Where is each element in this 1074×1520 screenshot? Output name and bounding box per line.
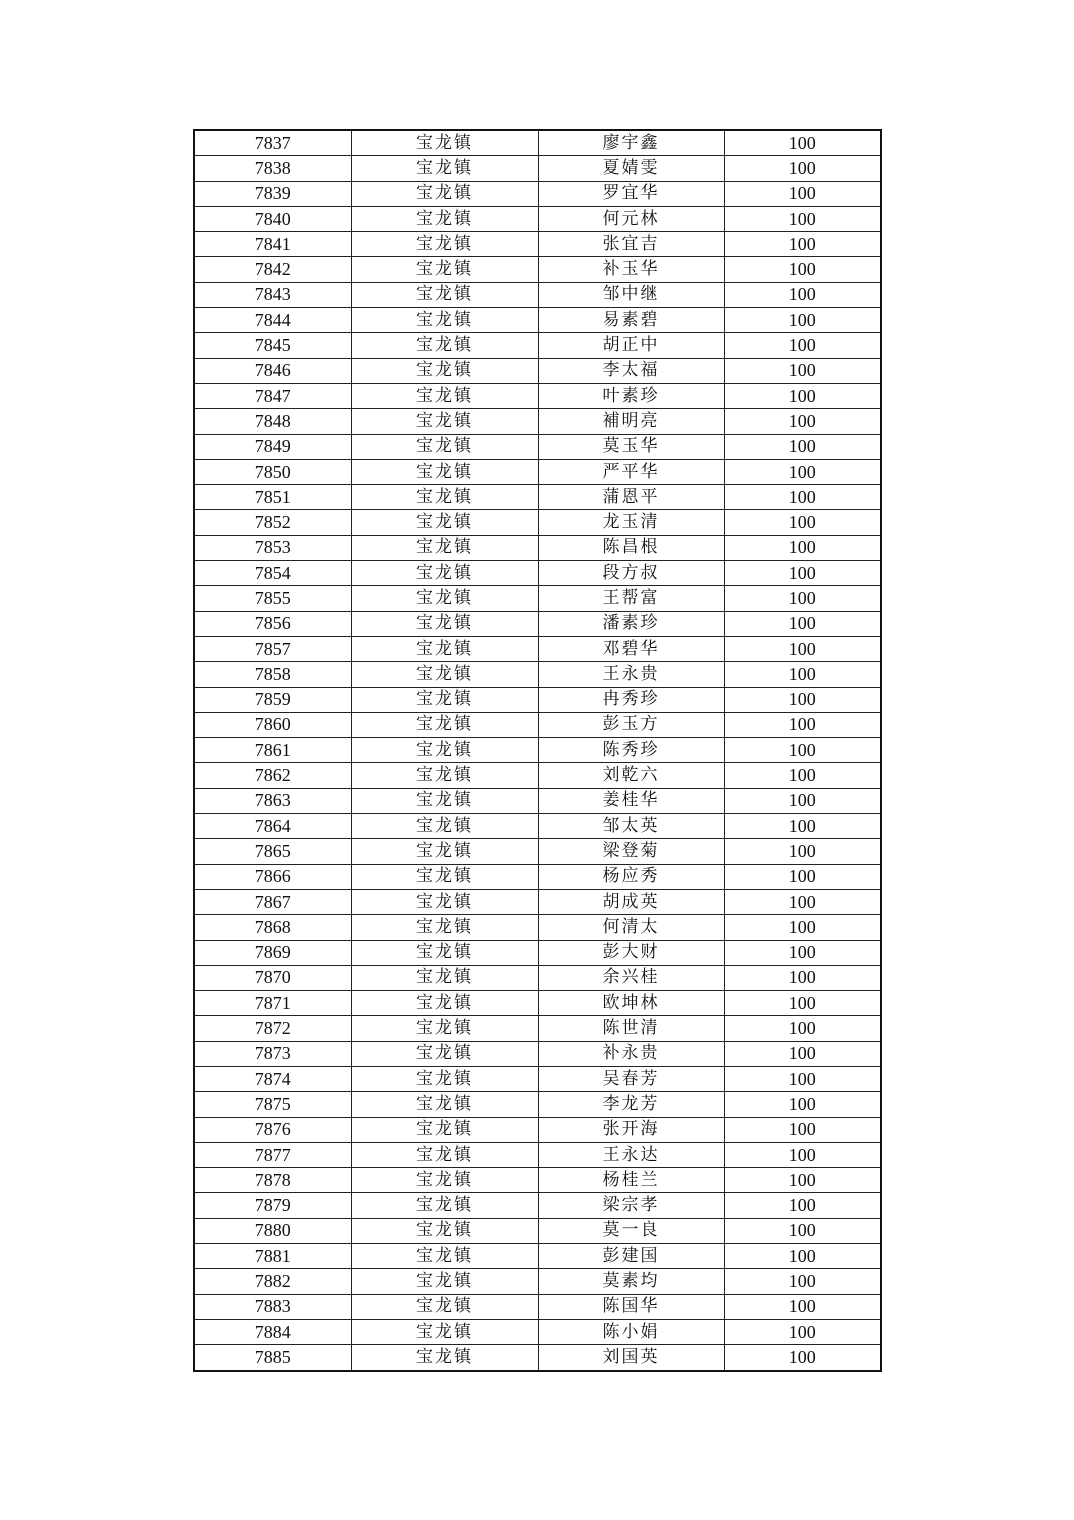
table-row xyxy=(194,156,881,181)
town-cell: 宝龙镇 xyxy=(351,181,538,206)
name-cell: 蒲恩平 xyxy=(538,485,724,510)
table-row xyxy=(194,1218,881,1243)
amount-cell: 100 xyxy=(724,1168,881,1193)
amount-cell: 100 xyxy=(724,535,881,560)
amount-cell: 100 xyxy=(724,915,881,940)
serial-number-cell: 7847 xyxy=(194,383,351,408)
town-cell: 宝龙镇 xyxy=(351,206,538,231)
data-table xyxy=(193,129,882,1372)
name-cell: 冉秀珍 xyxy=(538,687,724,712)
table-row xyxy=(194,864,881,889)
name-cell: 梁宗孝 xyxy=(538,1193,724,1218)
table-row xyxy=(194,991,881,1016)
name-cell: 姜桂华 xyxy=(538,788,724,813)
serial-number-cell: 7872 xyxy=(194,1016,351,1041)
table-row xyxy=(194,1193,881,1218)
amount-cell: 100 xyxy=(724,965,881,990)
table-row xyxy=(194,1294,881,1319)
amount-cell: 100 xyxy=(724,738,881,763)
name-cell: 何元林 xyxy=(538,206,724,231)
serial-number-cell: 7859 xyxy=(194,687,351,712)
amount-cell: 100 xyxy=(724,763,881,788)
name-cell: 莫一良 xyxy=(538,1218,724,1243)
amount-cell: 100 xyxy=(724,839,881,864)
town-cell: 宝龙镇 xyxy=(351,1016,538,1041)
name-cell: 邹中继 xyxy=(538,282,724,307)
table-row xyxy=(194,206,881,231)
town-cell: 宝龙镇 xyxy=(351,991,538,1016)
serial-number-cell: 7842 xyxy=(194,257,351,282)
serial-number-cell: 7843 xyxy=(194,282,351,307)
table-row xyxy=(194,232,881,257)
serial-number-cell: 7856 xyxy=(194,611,351,636)
table-row xyxy=(194,1092,881,1117)
amount-cell: 100 xyxy=(724,1294,881,1319)
name-cell: 罗宜华 xyxy=(538,181,724,206)
amount-cell: 100 xyxy=(724,485,881,510)
town-cell: 宝龙镇 xyxy=(351,156,538,181)
amount-cell: 100 xyxy=(724,788,881,813)
name-cell: 补玉华 xyxy=(538,257,724,282)
amount-cell: 100 xyxy=(724,1244,881,1269)
table-row xyxy=(194,409,881,434)
serial-number-cell: 7860 xyxy=(194,712,351,737)
name-cell: 补永贵 xyxy=(538,1041,724,1066)
table-row xyxy=(194,485,881,510)
town-cell: 宝龙镇 xyxy=(351,687,538,712)
name-cell: 易素碧 xyxy=(538,308,724,333)
table-row xyxy=(194,1066,881,1091)
town-cell: 宝龙镇 xyxy=(351,611,538,636)
table-row xyxy=(194,586,881,611)
table-row xyxy=(194,1142,881,1167)
town-cell: 宝龙镇 xyxy=(351,1142,538,1167)
serial-number-cell: 7866 xyxy=(194,864,351,889)
town-cell: 宝龙镇 xyxy=(351,459,538,484)
table-row xyxy=(194,459,881,484)
serial-number-cell: 7838 xyxy=(194,156,351,181)
table-row xyxy=(194,965,881,990)
amount-cell: 100 xyxy=(724,1092,881,1117)
serial-number-cell: 7851 xyxy=(194,485,351,510)
table-row xyxy=(194,282,881,307)
amount-cell: 100 xyxy=(724,662,881,687)
serial-number-cell: 7864 xyxy=(194,814,351,839)
name-cell: 张宜吉 xyxy=(538,232,724,257)
name-cell: 杨应秀 xyxy=(538,864,724,889)
amount-cell: 100 xyxy=(724,130,881,156)
serial-number-cell: 7862 xyxy=(194,763,351,788)
name-cell: 胡正中 xyxy=(538,333,724,358)
amount-cell: 100 xyxy=(724,814,881,839)
name-cell: 王永贵 xyxy=(538,662,724,687)
serial-number-cell: 7882 xyxy=(194,1269,351,1294)
name-cell: 彭玉方 xyxy=(538,712,724,737)
name-cell: 李太福 xyxy=(538,358,724,383)
table-row xyxy=(194,1016,881,1041)
name-cell: 李龙芳 xyxy=(538,1092,724,1117)
amount-cell: 100 xyxy=(724,636,881,661)
name-cell: 莫素均 xyxy=(538,1269,724,1294)
amount-cell: 100 xyxy=(724,889,881,914)
table-row xyxy=(194,1117,881,1142)
name-cell: 邹太英 xyxy=(538,814,724,839)
table-row xyxy=(194,383,881,408)
town-cell: 宝龙镇 xyxy=(351,1269,538,1294)
town-cell: 宝龙镇 xyxy=(351,383,538,408)
amount-cell: 100 xyxy=(724,333,881,358)
name-cell: 叶素珍 xyxy=(538,383,724,408)
town-cell: 宝龙镇 xyxy=(351,130,538,156)
table-row xyxy=(194,889,881,914)
amount-cell: 100 xyxy=(724,1117,881,1142)
name-cell: 严平华 xyxy=(538,459,724,484)
name-cell: 龙玉清 xyxy=(538,510,724,535)
table-row xyxy=(194,308,881,333)
name-cell: 吴春芳 xyxy=(538,1066,724,1091)
table-row xyxy=(194,636,881,661)
name-cell: 胡成英 xyxy=(538,889,724,914)
table-row xyxy=(194,662,881,687)
serial-number-cell: 7846 xyxy=(194,358,351,383)
amount-cell: 100 xyxy=(724,358,881,383)
town-cell: 宝龙镇 xyxy=(351,712,538,737)
serial-number-cell: 7867 xyxy=(194,889,351,914)
town-cell: 宝龙镇 xyxy=(351,839,538,864)
table-row xyxy=(194,611,881,636)
serial-number-cell: 7878 xyxy=(194,1168,351,1193)
serial-number-cell: 7869 xyxy=(194,940,351,965)
name-cell: 夏婧雯 xyxy=(538,156,724,181)
amount-cell: 100 xyxy=(724,1345,881,1371)
table-body xyxy=(194,130,881,1371)
table-row xyxy=(194,1168,881,1193)
serial-number-cell: 7840 xyxy=(194,206,351,231)
name-cell: 王永达 xyxy=(538,1142,724,1167)
town-cell: 宝龙镇 xyxy=(351,333,538,358)
town-cell: 宝龙镇 xyxy=(351,282,538,307)
town-cell: 宝龙镇 xyxy=(351,1117,538,1142)
table-row xyxy=(194,181,881,206)
town-cell: 宝龙镇 xyxy=(351,1319,538,1344)
town-cell: 宝龙镇 xyxy=(351,763,538,788)
name-cell: 陈小娟 xyxy=(538,1319,724,1344)
name-cell: 潘素珍 xyxy=(538,611,724,636)
table-row xyxy=(194,738,881,763)
amount-cell: 100 xyxy=(724,687,881,712)
town-cell: 宝龙镇 xyxy=(351,1066,538,1091)
table-row xyxy=(194,358,881,383)
town-cell: 宝龙镇 xyxy=(351,1168,538,1193)
name-cell: 彭大财 xyxy=(538,940,724,965)
town-cell: 宝龙镇 xyxy=(351,586,538,611)
town-cell: 宝龙镇 xyxy=(351,358,538,383)
table-row xyxy=(194,333,881,358)
serial-number-cell: 7849 xyxy=(194,434,351,459)
serial-number-cell: 7875 xyxy=(194,1092,351,1117)
amount-cell: 100 xyxy=(724,1269,881,1294)
serial-number-cell: 7852 xyxy=(194,510,351,535)
name-cell: 欧坤林 xyxy=(538,991,724,1016)
town-cell: 宝龙镇 xyxy=(351,434,538,459)
name-cell: 梁登菊 xyxy=(538,839,724,864)
table-row xyxy=(194,1345,881,1371)
amount-cell: 100 xyxy=(724,1193,881,1218)
serial-number-cell: 7884 xyxy=(194,1319,351,1344)
table-row xyxy=(194,257,881,282)
town-cell: 宝龙镇 xyxy=(351,1092,538,1117)
town-cell: 宝龙镇 xyxy=(351,1193,538,1218)
amount-cell: 100 xyxy=(724,459,881,484)
town-cell: 宝龙镇 xyxy=(351,232,538,257)
amount-cell: 100 xyxy=(724,586,881,611)
amount-cell: 100 xyxy=(724,1319,881,1344)
town-cell: 宝龙镇 xyxy=(351,814,538,839)
serial-number-cell: 7848 xyxy=(194,409,351,434)
serial-number-cell: 7839 xyxy=(194,181,351,206)
amount-cell: 100 xyxy=(724,611,881,636)
name-cell: 陈昌根 xyxy=(538,535,724,560)
serial-number-cell: 7885 xyxy=(194,1345,351,1371)
serial-number-cell: 7877 xyxy=(194,1142,351,1167)
amount-cell: 100 xyxy=(724,257,881,282)
name-cell: 杨桂兰 xyxy=(538,1168,724,1193)
serial-number-cell: 7881 xyxy=(194,1244,351,1269)
name-cell: 刘国英 xyxy=(538,1345,724,1371)
table-row xyxy=(194,535,881,560)
serial-number-cell: 7844 xyxy=(194,308,351,333)
town-cell: 宝龙镇 xyxy=(351,485,538,510)
serial-number-cell: 7845 xyxy=(194,333,351,358)
amount-cell: 100 xyxy=(724,383,881,408)
amount-cell: 100 xyxy=(724,1016,881,1041)
town-cell: 宝龙镇 xyxy=(351,257,538,282)
town-cell: 宝龙镇 xyxy=(351,1345,538,1371)
serial-number-cell: 7871 xyxy=(194,991,351,1016)
table-row xyxy=(194,763,881,788)
town-cell: 宝龙镇 xyxy=(351,510,538,535)
serial-number-cell: 7857 xyxy=(194,636,351,661)
name-cell: 陈国华 xyxy=(538,1294,724,1319)
name-cell: 王帮富 xyxy=(538,586,724,611)
table-row xyxy=(194,561,881,586)
serial-number-cell: 7841 xyxy=(194,232,351,257)
amount-cell: 100 xyxy=(724,282,881,307)
name-cell: 余兴桂 xyxy=(538,965,724,990)
town-cell: 宝龙镇 xyxy=(351,1244,538,1269)
town-cell: 宝龙镇 xyxy=(351,535,538,560)
amount-cell: 100 xyxy=(724,1041,881,1066)
name-cell: 何清太 xyxy=(538,915,724,940)
table-row xyxy=(194,510,881,535)
town-cell: 宝龙镇 xyxy=(351,561,538,586)
table-row xyxy=(194,940,881,965)
table-row xyxy=(194,434,881,459)
name-cell: 陈世清 xyxy=(538,1016,724,1041)
town-cell: 宝龙镇 xyxy=(351,409,538,434)
amount-cell: 100 xyxy=(724,434,881,459)
name-cell: 補明亮 xyxy=(538,409,724,434)
town-cell: 宝龙镇 xyxy=(351,308,538,333)
table-row xyxy=(194,1244,881,1269)
town-cell: 宝龙镇 xyxy=(351,1041,538,1066)
amount-cell: 100 xyxy=(724,864,881,889)
amount-cell: 100 xyxy=(724,206,881,231)
name-cell: 张开海 xyxy=(538,1117,724,1142)
amount-cell: 100 xyxy=(724,156,881,181)
amount-cell: 100 xyxy=(724,1066,881,1091)
table-row xyxy=(194,712,881,737)
name-cell: 邓碧华 xyxy=(538,636,724,661)
table-row xyxy=(194,130,881,156)
town-cell: 宝龙镇 xyxy=(351,1294,538,1319)
table-row xyxy=(194,687,881,712)
table-row xyxy=(194,1041,881,1066)
serial-number-cell: 7880 xyxy=(194,1218,351,1243)
amount-cell: 100 xyxy=(724,308,881,333)
table-row xyxy=(194,788,881,813)
serial-number-cell: 7853 xyxy=(194,535,351,560)
name-cell: 莫玉华 xyxy=(538,434,724,459)
serial-number-cell: 7837 xyxy=(194,130,351,156)
town-cell: 宝龙镇 xyxy=(351,965,538,990)
name-cell: 刘乾六 xyxy=(538,763,724,788)
serial-number-cell: 7854 xyxy=(194,561,351,586)
serial-number-cell: 7868 xyxy=(194,915,351,940)
name-cell: 廖宇鑫 xyxy=(538,130,724,156)
serial-number-cell: 7858 xyxy=(194,662,351,687)
serial-number-cell: 7863 xyxy=(194,788,351,813)
serial-number-cell: 7879 xyxy=(194,1193,351,1218)
amount-cell: 100 xyxy=(724,1218,881,1243)
amount-cell: 100 xyxy=(724,510,881,535)
serial-number-cell: 7883 xyxy=(194,1294,351,1319)
town-cell: 宝龙镇 xyxy=(351,864,538,889)
table-row xyxy=(194,915,881,940)
town-cell: 宝龙镇 xyxy=(351,788,538,813)
table-row xyxy=(194,839,881,864)
name-cell: 段方叔 xyxy=(538,561,724,586)
amount-cell: 100 xyxy=(724,1142,881,1167)
serial-number-cell: 7865 xyxy=(194,839,351,864)
town-cell: 宝龙镇 xyxy=(351,636,538,661)
name-cell: 陈秀珍 xyxy=(538,738,724,763)
serial-number-cell: 7861 xyxy=(194,738,351,763)
amount-cell: 100 xyxy=(724,940,881,965)
amount-cell: 100 xyxy=(724,991,881,1016)
serial-number-cell: 7874 xyxy=(194,1066,351,1091)
serial-number-cell: 7850 xyxy=(194,459,351,484)
serial-number-cell: 7855 xyxy=(194,586,351,611)
amount-cell: 100 xyxy=(724,561,881,586)
serial-number-cell: 7870 xyxy=(194,965,351,990)
amount-cell: 100 xyxy=(724,181,881,206)
table-row xyxy=(194,1269,881,1294)
name-cell: 彭建国 xyxy=(538,1244,724,1269)
table-row xyxy=(194,814,881,839)
amount-cell: 100 xyxy=(724,232,881,257)
serial-number-cell: 7876 xyxy=(194,1117,351,1142)
town-cell: 宝龙镇 xyxy=(351,1218,538,1243)
amount-cell: 100 xyxy=(724,409,881,434)
table-row xyxy=(194,1319,881,1344)
town-cell: 宝龙镇 xyxy=(351,738,538,763)
town-cell: 宝龙镇 xyxy=(351,662,538,687)
amount-cell: 100 xyxy=(724,712,881,737)
town-cell: 宝龙镇 xyxy=(351,889,538,914)
town-cell: 宝龙镇 xyxy=(351,940,538,965)
town-cell: 宝龙镇 xyxy=(351,915,538,940)
serial-number-cell: 7873 xyxy=(194,1041,351,1066)
